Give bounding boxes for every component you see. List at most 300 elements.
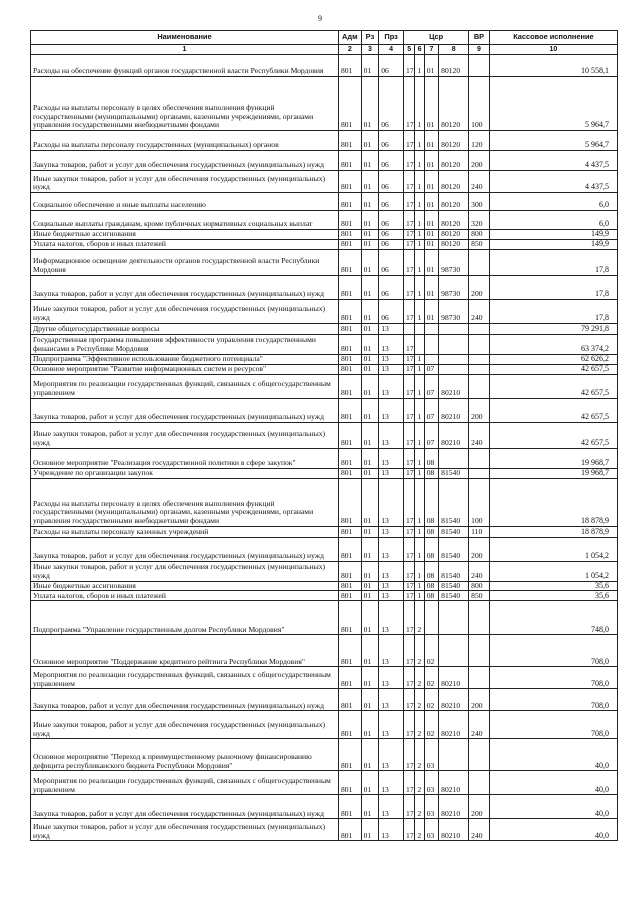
row-csr-program: 17 (404, 478, 415, 526)
row-csr-program: 17 (404, 239, 415, 249)
column-number: 1 (31, 45, 339, 55)
row-vr (469, 448, 490, 468)
row-name: Другие общегосударственные вопросы (31, 323, 339, 334)
row-sum: 63 374,2 (489, 334, 617, 354)
row-csr-event (424, 323, 438, 334)
row-name: Иные закупки товаров, работ и услуг для обеспечения государственных (муниципальных) нужд (31, 711, 339, 739)
row-csr-program: 17 (404, 249, 415, 275)
column-number: 10 (489, 45, 617, 55)
row-name: Расходы на обеспечение функций органов государственной власти Республики Мордовия (31, 55, 339, 77)
table-row (31, 239, 618, 249)
row-sum: 10 558,1 (489, 55, 617, 77)
row-prz: 13 (379, 478, 404, 526)
row-sum: 6,0 (489, 193, 617, 211)
table-row (31, 422, 618, 448)
row-sum: 35,6 (489, 591, 617, 601)
table-row (31, 374, 618, 398)
row-prz: 06 (379, 193, 404, 211)
row-name: Уплата налогов, сборов и иных платежей (31, 239, 339, 249)
column-number: 4 (379, 45, 404, 55)
row-csr-program: 17 (404, 591, 415, 601)
table-row (31, 478, 618, 526)
row-rz: 01 (361, 299, 379, 323)
row-csr-event: 01 (424, 230, 438, 240)
row-adm: 801 (338, 667, 361, 689)
row-csr-program: 17 (404, 601, 415, 635)
row-prz: 06 (379, 275, 404, 299)
row-sum: 19 968,7 (489, 448, 617, 468)
row-sum: 17,8 (489, 275, 617, 299)
row-csr-subprogram: 1 (415, 171, 424, 193)
row-prz: 13 (379, 354, 404, 364)
row-sum: 6,0 (489, 211, 617, 230)
row-rz: 01 (361, 230, 379, 240)
row-vr: 240 (469, 422, 490, 448)
row-csr-program: 17 (404, 299, 415, 323)
row-csr-subprogram: 1 (415, 526, 424, 537)
row-csr-event: 01 (424, 171, 438, 193)
row-sum: 40,0 (489, 819, 617, 841)
row-vr: 200 (469, 795, 490, 819)
row-prz: 13 (379, 771, 404, 795)
row-csr-subprogram: 1 (415, 193, 424, 211)
row-csr-event: 03 (424, 819, 438, 841)
row-name: Подпрограмма "Эффективное использование бюджетного потенциала" (31, 354, 339, 364)
row-adm: 801 (338, 275, 361, 299)
header-sum: Кассовое исполнение (489, 31, 617, 45)
table-row (31, 364, 618, 374)
row-adm: 801 (338, 526, 361, 537)
row-csr-subprogram: 1 (415, 591, 424, 601)
table-row (31, 635, 618, 667)
row-adm: 801 (338, 354, 361, 364)
row-csr-subprogram: 1 (415, 561, 424, 581)
row-rz: 01 (361, 468, 379, 478)
row-prz: 13 (379, 591, 404, 601)
row-prz: 13 (379, 448, 404, 468)
row-csr-direction: 81540 (439, 591, 469, 601)
column-number: 8 (439, 45, 469, 55)
row-vr: 200 (469, 151, 490, 171)
row-vr: 200 (469, 689, 490, 711)
row-vr: 100 (469, 77, 490, 131)
row-sum: 748,0 (489, 601, 617, 635)
row-prz: 06 (379, 211, 404, 230)
row-adm: 801 (338, 55, 361, 77)
row-name: Иные бюджетные ассигнования (31, 230, 339, 240)
row-csr-event: 08 (424, 478, 438, 526)
row-prz: 06 (379, 299, 404, 323)
row-vr (469, 323, 490, 334)
row-rz: 01 (361, 448, 379, 468)
row-vr (469, 739, 490, 771)
row-csr-subprogram (415, 334, 424, 354)
row-sum: 62 626,2 (489, 354, 617, 364)
column-number: 7 (424, 45, 438, 55)
row-name: Закупка товаров, работ и услуг для обеспечения государственных (муниципальных) нужд (31, 537, 339, 561)
row-adm: 801 (338, 364, 361, 374)
row-rz: 01 (361, 771, 379, 795)
table-row (31, 171, 618, 193)
table-row (31, 561, 618, 581)
row-csr-direction (439, 635, 469, 667)
row-vr: 240 (469, 561, 490, 581)
header-prz: Прз (379, 31, 404, 45)
row-adm: 801 (338, 422, 361, 448)
row-name: Закупка товаров, работ и услуг для обеспечения государственных (муниципальных) нужд (31, 689, 339, 711)
row-csr-subprogram: 1 (415, 211, 424, 230)
table-row (31, 601, 618, 635)
row-csr-direction: 80120 (439, 151, 469, 171)
budget-table (30, 30, 618, 841)
table-row (31, 689, 618, 711)
row-sum: 5 964,7 (489, 131, 617, 151)
row-csr-event: 08 (424, 468, 438, 478)
row-adm: 801 (338, 635, 361, 667)
row-rz: 01 (361, 55, 379, 77)
row-adm: 801 (338, 151, 361, 171)
row-csr-direction: 98730 (439, 299, 469, 323)
row-adm: 801 (338, 249, 361, 275)
table-row (31, 795, 618, 819)
row-prz: 13 (379, 526, 404, 537)
row-sum: 4 437,5 (489, 151, 617, 171)
row-csr-subprogram: 1 (415, 230, 424, 240)
table-row (31, 77, 618, 131)
row-csr-direction: 80210 (439, 422, 469, 448)
row-csr-event: 02 (424, 711, 438, 739)
row-csr-event (424, 601, 438, 635)
row-rz: 01 (361, 795, 379, 819)
row-vr: 240 (469, 819, 490, 841)
row-adm: 801 (338, 239, 361, 249)
row-csr-event: 01 (424, 211, 438, 230)
row-csr-event: 02 (424, 689, 438, 711)
row-csr-program: 17 (404, 468, 415, 478)
header-adm: Адм (338, 31, 361, 45)
row-csr-program: 17 (404, 131, 415, 151)
row-vr (469, 249, 490, 275)
row-csr-program: 17 (404, 398, 415, 422)
row-csr-direction: 80210 (439, 711, 469, 739)
row-csr-subprogram: 1 (415, 239, 424, 249)
row-csr-direction (439, 334, 469, 354)
row-csr-direction (439, 323, 469, 334)
row-vr: 110 (469, 526, 490, 537)
row-prz: 13 (379, 422, 404, 448)
header-row (31, 31, 618, 45)
row-vr (469, 364, 490, 374)
table-row (31, 667, 618, 689)
row-prz: 13 (379, 468, 404, 478)
row-sum: 1 054,2 (489, 537, 617, 561)
row-rz: 01 (361, 334, 379, 354)
table-row (31, 581, 618, 591)
row-adm: 801 (338, 795, 361, 819)
row-adm: 801 (338, 711, 361, 739)
row-csr-program: 17 (404, 151, 415, 171)
row-csr-subprogram: 1 (415, 151, 424, 171)
row-name: Расходы на выплаты персоналу государственных (муниципальных) органов (31, 131, 339, 151)
row-csr-event: 08 (424, 526, 438, 537)
row-adm: 801 (338, 468, 361, 478)
row-csr-direction: 80120 (439, 239, 469, 249)
row-vr (469, 771, 490, 795)
row-csr-subprogram: 1 (415, 299, 424, 323)
table-body (31, 55, 618, 841)
row-csr-subprogram: 2 (415, 601, 424, 635)
row-sum: 4 437,5 (489, 171, 617, 193)
row-prz: 13 (379, 374, 404, 398)
row-rz: 01 (361, 689, 379, 711)
row-csr-direction: 80120 (439, 193, 469, 211)
row-csr-program: 17 (404, 55, 415, 77)
row-prz: 06 (379, 230, 404, 240)
row-rz: 01 (361, 561, 379, 581)
row-adm: 801 (338, 398, 361, 422)
row-vr (469, 334, 490, 354)
row-prz: 06 (379, 171, 404, 193)
row-csr-event: 07 (424, 398, 438, 422)
row-csr-subprogram: 1 (415, 581, 424, 591)
row-prz: 13 (379, 689, 404, 711)
row-adm: 801 (338, 537, 361, 561)
row-rz: 01 (361, 131, 379, 151)
row-name: Иные закупки товаров, работ и услуг для обеспечения государственных (муниципальных) нужд (31, 299, 339, 323)
row-csr-direction (439, 354, 469, 364)
row-adm: 801 (338, 211, 361, 230)
row-rz: 01 (361, 478, 379, 526)
row-prz: 13 (379, 334, 404, 354)
table-row (31, 739, 618, 771)
row-prz: 13 (379, 819, 404, 841)
row-rz: 01 (361, 526, 379, 537)
row-csr-subprogram: 2 (415, 711, 424, 739)
row-name: Подпрограмма "Управление государственным долгом Республики Мордовия" (31, 601, 339, 635)
row-prz: 13 (379, 323, 404, 334)
table-row (31, 468, 618, 478)
row-prz: 13 (379, 364, 404, 374)
row-prz: 06 (379, 131, 404, 151)
table-row (31, 334, 618, 354)
table-row (31, 771, 618, 795)
row-csr-direction: 81540 (439, 526, 469, 537)
row-prz: 06 (379, 249, 404, 275)
row-name: Закупка товаров, работ и услуг для обеспечения государственных (муниципальных) нужд (31, 398, 339, 422)
row-csr-subprogram: 2 (415, 635, 424, 667)
row-name: Основное мероприятие "Переход к преимущественному рыночному финансированию дефицита республиканского бюджета Республики Мордовия" (31, 739, 339, 771)
row-csr-program: 17 (404, 667, 415, 689)
row-csr-direction: 80210 (439, 795, 469, 819)
row-csr-event: 07 (424, 374, 438, 398)
row-name: Расходы на выплаты персоналу в целях обеспечения выполнения функций государственными (муниципальными) органами, казенными учреждениями, органами управления государственными внебюджетными фондами (31, 478, 339, 526)
row-adm: 801 (338, 601, 361, 635)
row-vr: 800 (469, 230, 490, 240)
row-csr-subprogram (415, 323, 424, 334)
row-rz: 01 (361, 635, 379, 667)
row-csr-subprogram: 1 (415, 374, 424, 398)
row-prz: 13 (379, 398, 404, 422)
row-sum: 708,0 (489, 635, 617, 667)
row-csr-program: 17 (404, 364, 415, 374)
row-csr-program: 17 (404, 77, 415, 131)
row-prz: 06 (379, 55, 404, 77)
row-csr-program: 17 (404, 561, 415, 581)
row-csr-event: 01 (424, 299, 438, 323)
row-sum: 42 657,5 (489, 422, 617, 448)
row-vr: 240 (469, 171, 490, 193)
row-csr-event: 01 (424, 249, 438, 275)
row-adm: 801 (338, 323, 361, 334)
row-name: Государственная программа повышения эффективности управления государственными финансами в Республике Мордовия (31, 334, 339, 354)
row-sum: 708,0 (489, 667, 617, 689)
row-prz: 13 (379, 537, 404, 561)
row-prz: 13 (379, 581, 404, 591)
row-prz: 13 (379, 561, 404, 581)
row-csr-event: 03 (424, 795, 438, 819)
row-adm: 801 (338, 193, 361, 211)
row-csr-event: 08 (424, 561, 438, 581)
row-csr-program: 17 (404, 819, 415, 841)
row-vr (469, 55, 490, 77)
row-csr-subprogram: 1 (415, 55, 424, 77)
row-sum: 18 878,9 (489, 526, 617, 537)
row-rz: 01 (361, 374, 379, 398)
row-adm: 801 (338, 739, 361, 771)
table-row (31, 819, 618, 841)
row-vr (469, 468, 490, 478)
row-vr: 120 (469, 131, 490, 151)
row-csr-direction: 80120 (439, 230, 469, 240)
row-name: Иные бюджетные ассигнования (31, 581, 339, 591)
row-csr-direction: 81540 (439, 468, 469, 478)
row-sum: 18 878,9 (489, 478, 617, 526)
row-csr-direction: 81540 (439, 478, 469, 526)
row-csr-subprogram: 1 (415, 398, 424, 422)
header-csr: Цср (404, 31, 469, 45)
row-csr-direction: 80210 (439, 819, 469, 841)
row-csr-subprogram: 1 (415, 364, 424, 374)
row-csr-program: 17 (404, 711, 415, 739)
row-rz: 01 (361, 398, 379, 422)
row-csr-program: 17 (404, 275, 415, 299)
row-rz: 01 (361, 275, 379, 299)
row-csr-direction: 98730 (439, 275, 469, 299)
row-sum: 79 291,8 (489, 323, 617, 334)
row-rz: 01 (361, 151, 379, 171)
row-vr: 320 (469, 211, 490, 230)
column-number: 9 (469, 45, 490, 55)
row-name: Основное мероприятие "Развитие информационных систем и ресурсов" (31, 364, 339, 374)
table-row (31, 151, 618, 171)
row-csr-event: 02 (424, 635, 438, 667)
row-csr-subprogram: 2 (415, 689, 424, 711)
row-csr-direction (439, 448, 469, 468)
row-rz: 01 (361, 354, 379, 364)
row-sum: 149,9 (489, 239, 617, 249)
row-csr-event: 01 (424, 151, 438, 171)
row-csr-program: 17 (404, 211, 415, 230)
row-rz: 01 (361, 667, 379, 689)
row-rz: 01 (361, 581, 379, 591)
table-row (31, 55, 618, 77)
row-sum: 708,0 (489, 711, 617, 739)
row-csr-event (424, 354, 438, 364)
row-sum: 17,8 (489, 299, 617, 323)
row-csr-subprogram: 1 (415, 275, 424, 299)
row-name: Социальные выплаты гражданам, кроме публичных нормативных социальных выплат (31, 211, 339, 230)
row-name: Закупка товаров, работ и услуг для обеспечения государственных (муниципальных) нужд (31, 795, 339, 819)
row-adm: 801 (338, 581, 361, 591)
row-csr-direction (439, 364, 469, 374)
row-sum: 42 657,5 (489, 374, 617, 398)
row-rz: 01 (361, 819, 379, 841)
row-csr-direction: 80210 (439, 667, 469, 689)
row-sum: 42 657,5 (489, 398, 617, 422)
row-rz: 01 (361, 211, 379, 230)
row-name: Иные закупки товаров, работ и услуг для обеспечения государственных (муниципальных) нужд (31, 819, 339, 841)
table-row (31, 299, 618, 323)
row-csr-event: 01 (424, 55, 438, 77)
row-name: Иные закупки товаров, работ и услуг для обеспечения государственных (муниципальных) нужд (31, 171, 339, 193)
row-csr-subprogram: 2 (415, 739, 424, 771)
row-rz: 01 (361, 323, 379, 334)
row-csr-direction: 80120 (439, 171, 469, 193)
row-prz: 13 (379, 601, 404, 635)
row-csr-direction (439, 601, 469, 635)
row-vr: 200 (469, 398, 490, 422)
header-rz: Рз (361, 31, 379, 45)
row-name: Основное мероприятие "Поддержание кредитного рейтинга Республики Мордовия" (31, 635, 339, 667)
row-rz: 01 (361, 711, 379, 739)
row-adm: 801 (338, 689, 361, 711)
row-csr-event: 01 (424, 193, 438, 211)
row-csr-direction: 80210 (439, 689, 469, 711)
row-rz: 01 (361, 422, 379, 448)
row-prz: 13 (379, 795, 404, 819)
row-name: Иные закупки товаров, работ и услуг для обеспечения государственных (муниципальных) нужд (31, 422, 339, 448)
table-row (31, 211, 618, 230)
row-csr-program: 17 (404, 739, 415, 771)
row-csr-subprogram: 2 (415, 819, 424, 841)
row-adm: 801 (338, 171, 361, 193)
row-csr-program: 17 (404, 354, 415, 364)
column-number: 6 (415, 45, 424, 55)
row-sum: 40,0 (489, 739, 617, 771)
row-vr (469, 601, 490, 635)
row-adm: 801 (338, 819, 361, 841)
row-csr-program: 17 (404, 230, 415, 240)
row-csr-event: 01 (424, 77, 438, 131)
row-csr-event: 01 (424, 275, 438, 299)
row-vr: 240 (469, 299, 490, 323)
row-csr-program: 17 (404, 171, 415, 193)
row-vr: 240 (469, 711, 490, 739)
row-csr-direction: 80210 (439, 771, 469, 795)
row-csr-program: 17 (404, 771, 415, 795)
row-adm: 801 (338, 131, 361, 151)
row-sum: 42 657,5 (489, 364, 617, 374)
row-vr: 200 (469, 537, 490, 561)
row-sum: 149,9 (489, 230, 617, 240)
row-adm: 801 (338, 771, 361, 795)
header-name: Наименование (31, 31, 339, 45)
row-csr-direction: 80120 (439, 131, 469, 151)
row-name: Учреждение по организации закупок (31, 468, 339, 478)
row-csr-program (404, 323, 415, 334)
table-row (31, 448, 618, 468)
row-adm: 801 (338, 478, 361, 526)
